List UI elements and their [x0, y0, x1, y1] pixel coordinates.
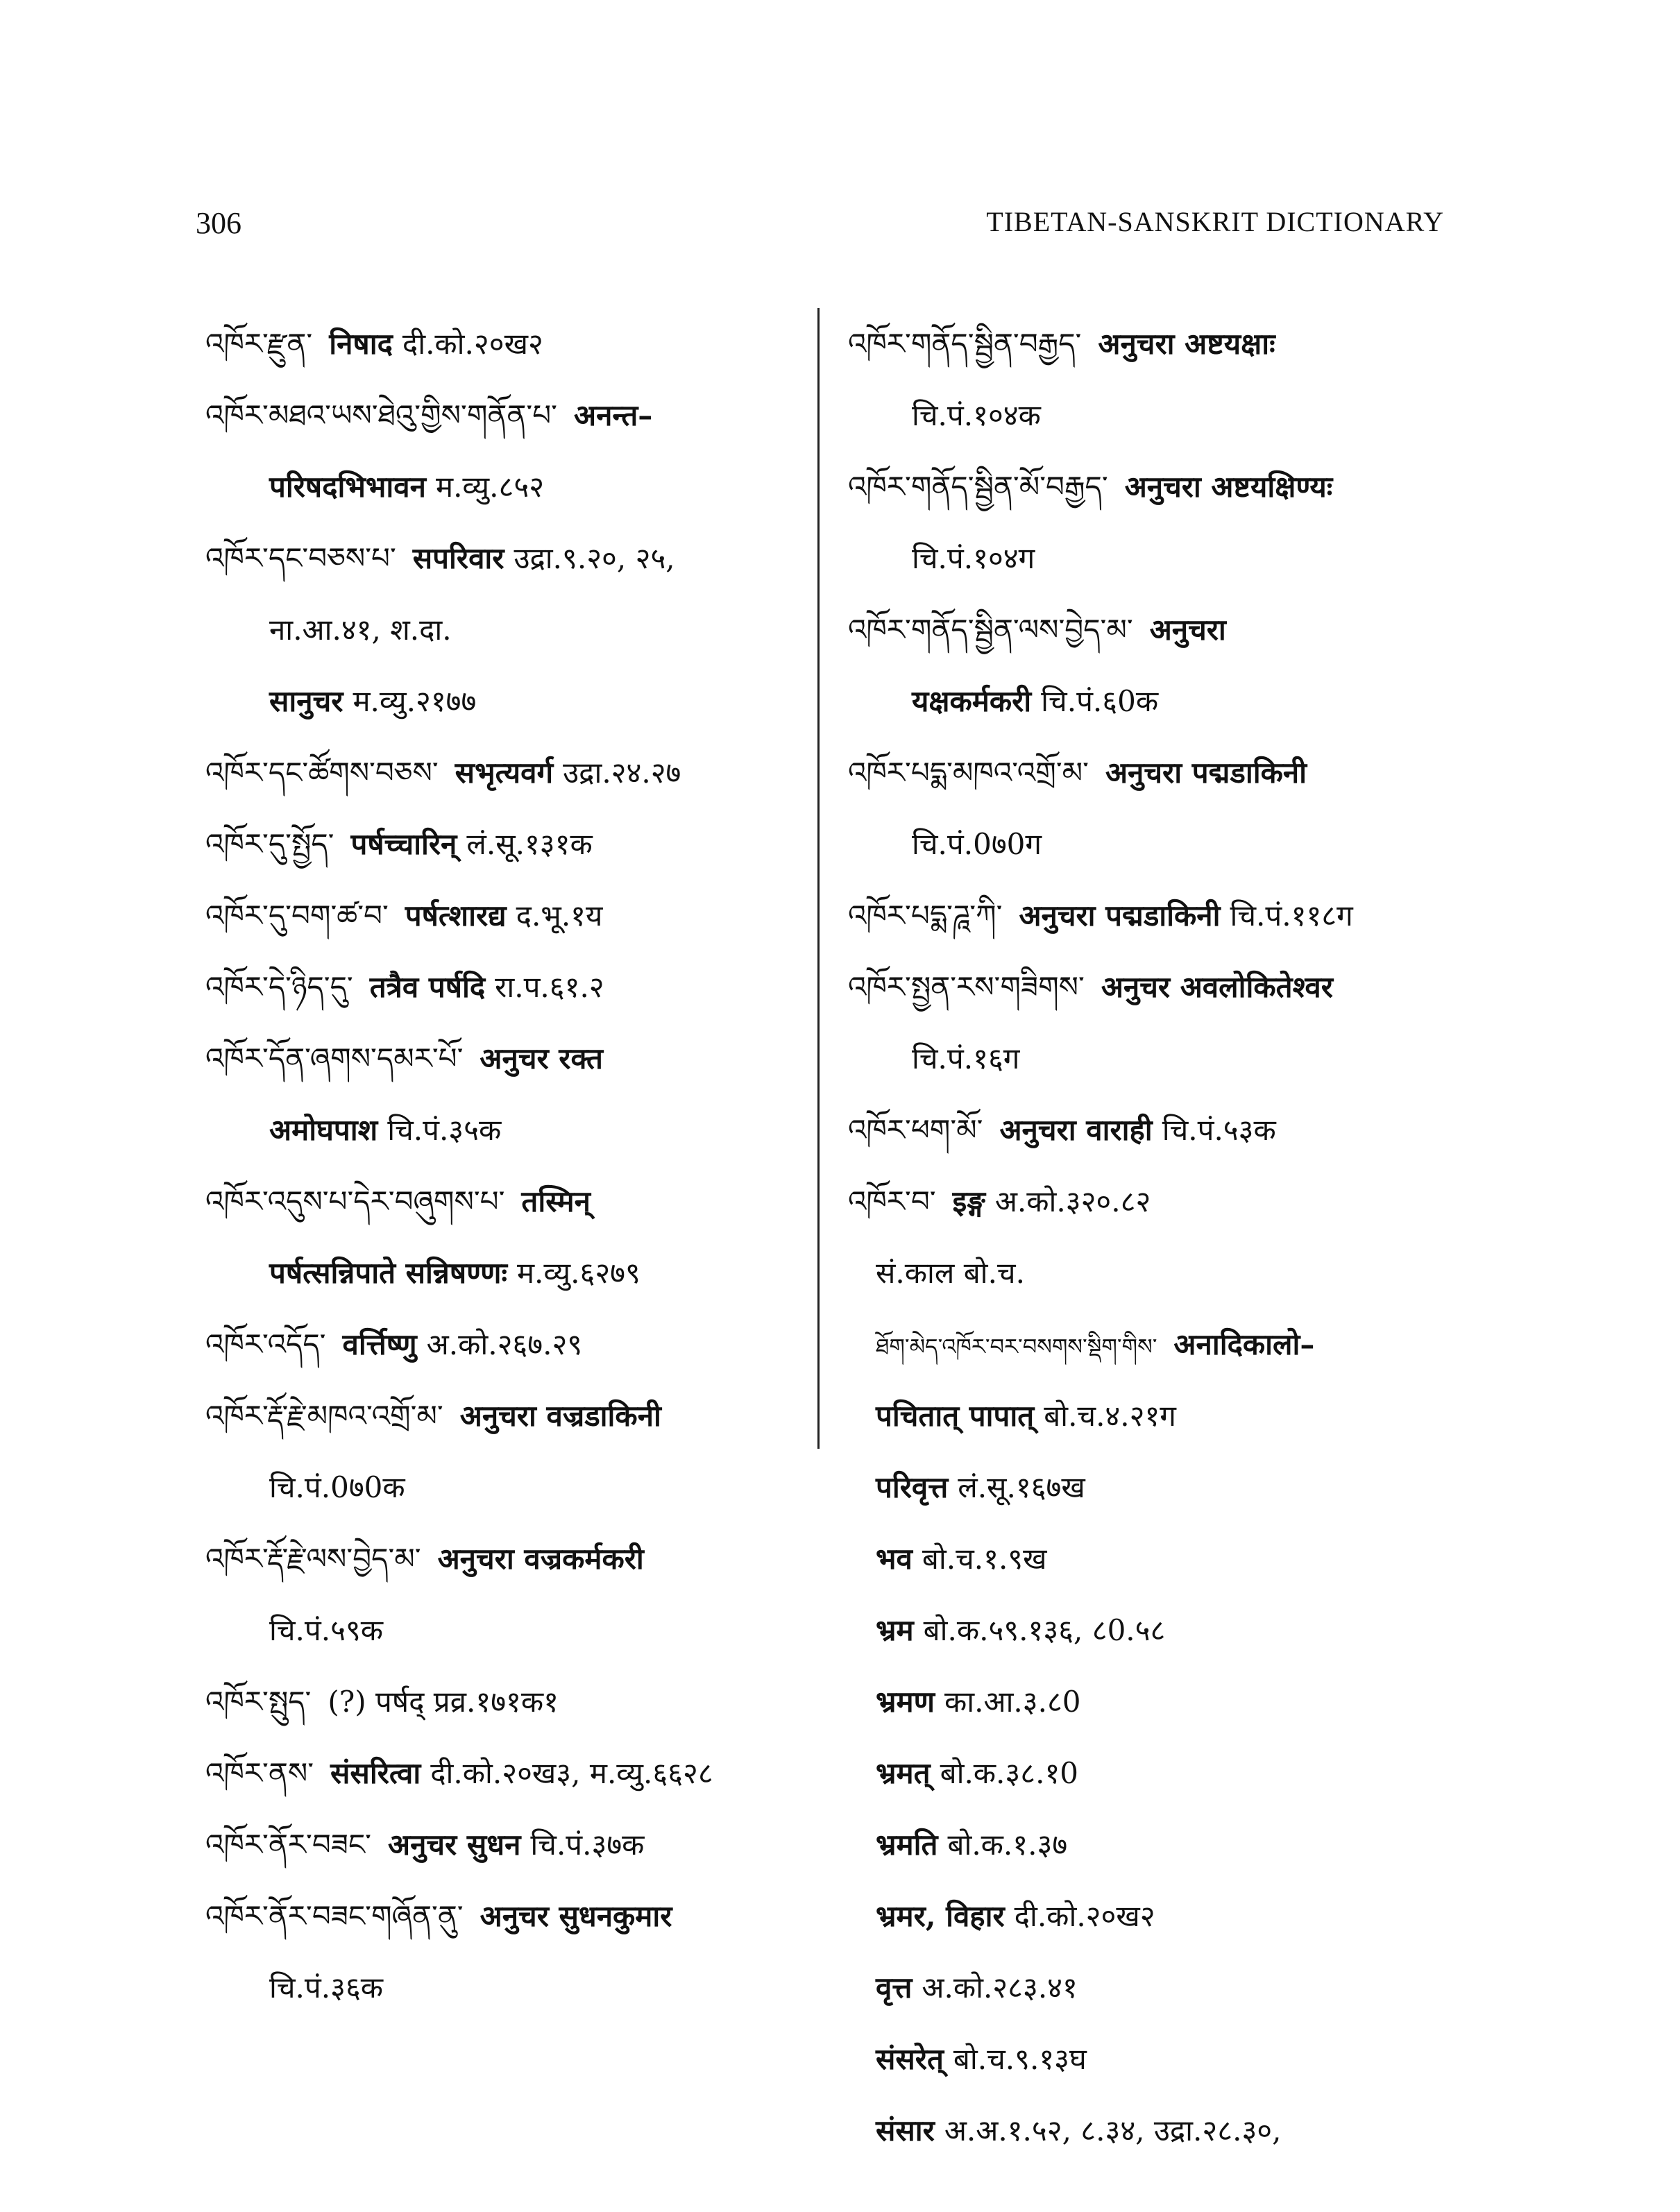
- dictionary-entry-line: [848, 1594, 1459, 1666]
- sanskrit-equivalent: तत्रैव पर्षदि: [369, 970, 486, 1004]
- sanskrit-equivalent: अनुचरा पद्मडाकिनी: [1019, 899, 1221, 933]
- source-reference: चि.पं.५३क: [1162, 1113, 1276, 1147]
- tibetan-headword: འཁོར་དུ་བག་ཚ་བ་: [205, 899, 389, 933]
- tibetan-headword: འཁོར་གནོད་སྦྱིན་ལས་བྱེད་མ་: [848, 613, 1133, 647]
- tibetan-headword: འཁོར་དེ་ཉིད་དུ་: [205, 970, 353, 1004]
- dictionary-entry-line: [205, 880, 816, 951]
- tibetan-headword: འཁོར་འདོད་: [205, 1327, 326, 1361]
- source-reference: म.व्यु.६२७९: [516, 1256, 640, 1290]
- dictionary-entry-line: [205, 1809, 816, 1880]
- column-divider: [817, 308, 820, 1449]
- sanskrit-equivalent: अनुचरा: [1149, 613, 1226, 647]
- sanskrit-equivalent: अनुचर अवलोकितेश्वर: [1101, 970, 1333, 1004]
- tibetan-headword: འཁོར་སྤུད་: [205, 1685, 312, 1719]
- running-head: TIBETAN-SANSKRIT DICTIONARY: [986, 206, 1444, 237]
- dictionary-entry-line: [848, 1380, 1459, 1452]
- dictionary-entry-line: [205, 308, 816, 380]
- source-reference: लं.सू.१३१क: [466, 827, 593, 861]
- source-reference: उद्रा.२४.२७: [563, 756, 681, 790]
- sanskrit-equivalent: अनुचरा वाराही: [999, 1113, 1153, 1147]
- dictionary-entry-line: [205, 808, 816, 880]
- sanskrit-equivalent: अनुचर रक्त: [480, 1041, 603, 1075]
- tibetan-headword: འཁོར་དང་བཅས་པ་: [205, 541, 396, 575]
- source-reference: दी.को.२०ख२: [402, 327, 543, 361]
- sanskrit-equivalent: सपरिवार: [412, 541, 504, 575]
- sanskrit-equivalent: सानुचर: [269, 684, 343, 718]
- dictionary-entry-line: [205, 522, 816, 594]
- dictionary-entry-line: [205, 1380, 816, 1452]
- dictionary-entry-line: [848, 665, 1459, 737]
- sanskrit-equivalent: संसरेत्: [876, 2042, 944, 2076]
- sanskrit-equivalent: भव: [876, 1542, 913, 1576]
- tibetan-headword: འཁོར་གནོད་སྦྱིན་མོ་བརྒྱད་: [848, 470, 1108, 504]
- source-reference: (?) पर्षद् प्रव्र.१७१क१: [328, 1685, 559, 1719]
- source-reference: चि.पं.१६ग: [912, 1041, 1020, 1075]
- dictionary-entry-line: [848, 737, 1459, 808]
- dictionary-entry-line: [205, 1737, 816, 1809]
- dictionary-entry-line: [848, 1809, 1459, 1880]
- source-reference: चि.पं.१०४ग: [912, 541, 1035, 575]
- tibetan-headword: འཁོར་གནོད་སྦྱིན་བརྒྱད་: [848, 327, 1082, 361]
- dictionary-entry-line: [205, 737, 816, 808]
- dictionary-entry-line: [848, 594, 1459, 665]
- sanskrit-equivalent: अनुचरा पद्मडाकिनी: [1105, 756, 1307, 790]
- dictionary-entry-line: [205, 1309, 816, 1380]
- dictionary-entry-line: [205, 665, 816, 737]
- tibetan-headword: འཁོར་བ་: [848, 1184, 936, 1218]
- sanskrit-equivalent: तस्मिन्: [521, 1184, 591, 1218]
- source-reference: सं.काल बो.च.: [876, 1256, 1025, 1290]
- source-reference: चि.पं.११८ग: [1230, 899, 1353, 933]
- source-reference: का.आ.३.८0: [944, 1685, 1081, 1719]
- source-reference: बो.च.४.२१ग: [1044, 1399, 1176, 1433]
- sanskrit-equivalent: निषाद: [329, 327, 393, 361]
- dictionary-entry-line: [205, 1452, 816, 1523]
- source-reference: चि.पं.३७क: [530, 1828, 645, 1862]
- source-reference: बो.क.१.३७: [947, 1828, 1068, 1862]
- dictionary-entry-line: [848, 451, 1459, 522]
- tibetan-headword: འཁོར་དོན་ཞགས་དམར་པོ་: [205, 1041, 464, 1075]
- source-reference: अ.को.२६७.२९: [426, 1327, 583, 1361]
- tibetan-headword: འཁོར་པདྨ་མཁའ་འགྲོ་མ་: [848, 756, 1089, 790]
- dictionary-entry-line: [848, 1094, 1459, 1166]
- dictionary-entry-line: [848, 1452, 1459, 1523]
- dictionary-entry-line: [205, 1594, 816, 1666]
- dictionary-entry-line: [205, 1880, 816, 1952]
- sanskrit-equivalent: वर्त्तिष्णु: [342, 1327, 417, 1361]
- source-reference: अ.को.३२०.८२: [994, 1184, 1151, 1218]
- dictionary-entry-line: [848, 2023, 1459, 2095]
- sanskrit-equivalent: अनुचर सुधन: [387, 1828, 521, 1862]
- sanskrit-equivalent: अनन्त–: [573, 398, 653, 432]
- source-reference: चि.पं.१०४क: [912, 398, 1041, 432]
- tibetan-headword: འཁོར་རྡོ་རྗེ་མཁའ་འགྲོ་མ་: [205, 1399, 443, 1433]
- sanskrit-equivalent: भ्रमति: [876, 1828, 938, 1862]
- sanskrit-equivalent: वृत्त: [876, 1971, 913, 2005]
- source-reference: दी.को.२०ख३, म.व्यु.६६२८: [430, 1756, 713, 1790]
- source-reference: बो.क.५९.१३६, ८0.५८: [923, 1613, 1166, 1647]
- tibetan-headword: འཁོར་ཕག་མོ་: [848, 1113, 983, 1147]
- sanskrit-equivalent: अनुचरा अष्टयक्षाः: [1098, 327, 1275, 361]
- dictionary-entry-line: [848, 1309, 1459, 1380]
- tibetan-headword: འཁོར་པདྨ་ཌཱ་ཀི་: [848, 899, 1003, 933]
- source-reference: अ.अ.१.५२, ८.३४, उद्रा.२८.३०,: [944, 2113, 1282, 2147]
- dictionary-entry-line: [848, 1023, 1459, 1094]
- dictionary-entry-line: [205, 1666, 816, 1737]
- tibetan-headword: ཐོག་མེད་འཁོར་བར་བསགས་སྡིག་གིས་: [876, 1334, 1157, 1360]
- tibetan-headword: འཁོར་ནོར་བཟང་གཞོན་ནུ་: [205, 1899, 464, 1933]
- dictionary-entry-line: [205, 1523, 816, 1594]
- sanskrit-equivalent: इङ्ग: [952, 1184, 985, 1218]
- sanskrit-equivalent: अमोघपाश: [269, 1113, 378, 1147]
- sanskrit-equivalent: पर्षत्शारद्य: [405, 899, 507, 933]
- source-reference: म.व्यु.८५२: [435, 470, 545, 504]
- page-number: 306: [196, 206, 241, 240]
- source-reference: म.व्यु.२१७७: [353, 684, 477, 718]
- sanskrit-equivalent: अनादिकालो–: [1173, 1327, 1315, 1361]
- dictionary-entry-line: [848, 880, 1459, 951]
- source-reference: चि.पं.५९क: [269, 1613, 384, 1647]
- tibetan-headword: འཁོར་དུ་སྤྱོད་: [205, 827, 334, 861]
- right-column: [848, 308, 1459, 2166]
- dictionary-entry-line: [848, 1523, 1459, 1594]
- tibetan-headword: འཁོར་འདུས་པ་དེར་བཞུགས་པ་: [205, 1184, 505, 1218]
- sanskrit-equivalent: अनुचरा वज्रडाकिनी: [459, 1399, 661, 1433]
- source-reference: चि.पं.३५क: [387, 1113, 502, 1147]
- sanskrit-equivalent: संसरित्वा: [330, 1756, 421, 1790]
- dictionary-entry-line: [848, 808, 1459, 880]
- dictionary-entry-line: [205, 380, 816, 451]
- source-reference: दी.को.२०ख२: [1014, 1899, 1155, 1933]
- source-reference: चि.पं.0७0क: [269, 1470, 405, 1504]
- tibetan-headword: འཁོར་མཐའ་ཡས་ཐེའུ་གྱིས་གནོན་པ་: [205, 398, 557, 432]
- sanskrit-equivalent: पर्षत्सन्निपाते सन्निषण्णः: [269, 1256, 507, 1290]
- source-reference: बो.च.१.९ख: [922, 1542, 1047, 1576]
- sanskrit-equivalent: भ्रमण: [876, 1685, 935, 1719]
- dictionary-entry-line: [848, 308, 1459, 380]
- source-reference: द.भू.१य: [516, 899, 603, 933]
- sanskrit-equivalent: अनुचरा वज्रकर्मकरी: [437, 1542, 644, 1576]
- dictionary-entry-line: [205, 594, 816, 665]
- tibetan-headword: འཁོར་དང་ཚོགས་བཅས་: [205, 756, 439, 790]
- sanskrit-equivalent: सभृत्यवर्ग: [455, 756, 554, 790]
- dictionary-entry-line: [848, 380, 1459, 451]
- tibetan-headword: འཁོར་རྡོ་རྗེ་ལས་བྱེད་མ་: [205, 1542, 421, 1576]
- dictionary-entry-line: [848, 2095, 1459, 2166]
- source-reference: चि.पं.0७0ग: [912, 827, 1042, 861]
- source-reference: चि.पं.३६क: [269, 1971, 384, 2005]
- dictionary-entry-line: [848, 1880, 1459, 1952]
- dictionary-entry-line: [205, 1952, 816, 2023]
- tibetan-headword: འཁོར་ནས་: [205, 1756, 314, 1790]
- dictionary-entry-line: [205, 1023, 816, 1094]
- tibetan-headword: འཁོར་ནོར་བཟང་: [205, 1828, 371, 1862]
- left-column: [205, 308, 816, 2023]
- source-reference: अ.को.२८३.४१: [922, 1971, 1078, 2005]
- sanskrit-equivalent: परिषदभिभावन: [269, 470, 426, 504]
- dictionary-entry-line: [205, 1237, 816, 1309]
- sanskrit-equivalent: परिवृत्त: [876, 1470, 949, 1504]
- dictionary-entry-line: [205, 951, 816, 1023]
- dictionary-entry-line: [848, 1166, 1459, 1237]
- tibetan-headword: འཁོར་རྫུན་: [205, 327, 313, 361]
- source-reference: बो.च.९.१३घ: [953, 2042, 1087, 2076]
- dictionary-entry-line: [848, 951, 1459, 1023]
- sanskrit-equivalent: भ्रमर, विहार: [876, 1899, 1005, 1933]
- source-reference: बो.क.३८.१0: [940, 1756, 1079, 1790]
- dictionary-entry-line: [205, 451, 816, 522]
- tibetan-headword: འཁོར་སྤྱན་རས་གཟིགས་: [848, 970, 1085, 1004]
- sanskrit-equivalent: अनुचरा अष्टयक्षिण्यः: [1124, 470, 1333, 504]
- source-reference: रा.प.६१.२: [495, 970, 604, 1004]
- dictionary-entry-line: [205, 1166, 816, 1237]
- dictionary-entry-line: [848, 1237, 1459, 1309]
- dictionary-entry-line: [848, 1952, 1459, 2023]
- source-reference: ना.आ.४१, श.दा.: [269, 613, 452, 647]
- dictionary-entry-line: [848, 1666, 1459, 1737]
- source-reference: चि.पं.६0क: [1041, 684, 1159, 718]
- source-reference: लं.सू.१६७ख: [958, 1470, 1085, 1504]
- sanskrit-equivalent: अनुचर सुधनकुमार: [480, 1899, 672, 1933]
- sanskrit-equivalent: भ्रम: [876, 1613, 914, 1647]
- source-reference: उद्रा.९.२०, २५,: [514, 541, 675, 575]
- sanskrit-equivalent: संसार: [876, 2113, 935, 2147]
- sanskrit-equivalent: भ्रमत्: [876, 1756, 931, 1790]
- sanskrit-equivalent: पर्षच्चारिन्: [350, 827, 457, 861]
- dictionary-entry-line: [848, 1737, 1459, 1809]
- dictionary-entry-line: [848, 522, 1459, 594]
- sanskrit-equivalent: यक्षकर्मकरी: [912, 684, 1032, 718]
- sanskrit-equivalent: पचितात् पापात्: [876, 1399, 1035, 1433]
- dictionary-entry-line: [205, 1094, 816, 1166]
